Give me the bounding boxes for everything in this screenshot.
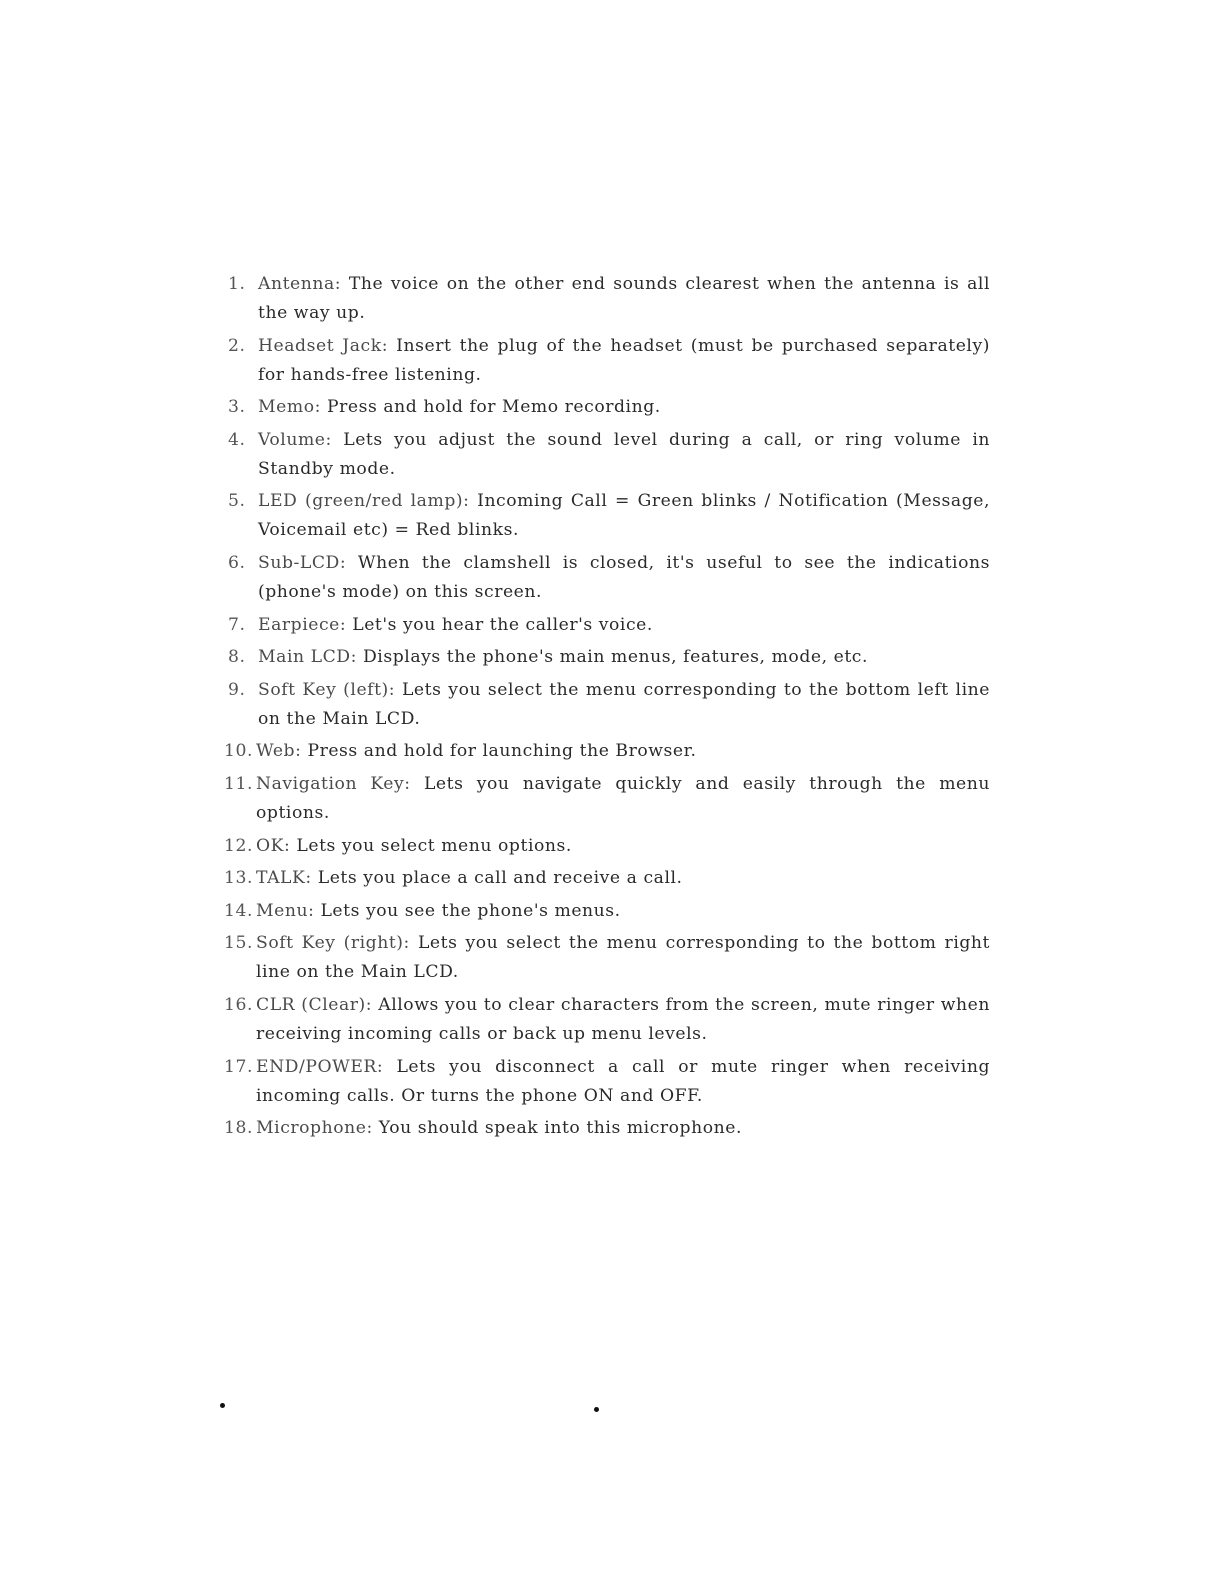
item-number: 4.	[228, 429, 246, 450]
list-item	[222, 897, 990, 926]
item-term: Antenna:	[258, 274, 342, 294]
item-number: 13.	[224, 868, 253, 889]
item-term: Sub-LCD:	[258, 552, 347, 573]
item-number: 1.	[228, 274, 246, 294]
item-text: Let's you hear the caller's voice.	[346, 614, 653, 635]
list-item	[222, 929, 990, 987]
item-number: 10.	[224, 741, 253, 762]
item-number: 14.	[224, 900, 253, 921]
item-number: 15.	[224, 933, 253, 954]
list-item	[222, 676, 990, 734]
item-term: Menu:	[256, 900, 315, 921]
item-term: Microphone:	[256, 1118, 373, 1139]
scan-dot-mark	[220, 1403, 225, 1408]
item-text: Lets you disconnect a call or mute ringer when receiving incoming calls. Or turns the phone ON and OFF.	[256, 1056, 990, 1106]
list-item	[222, 270, 990, 328]
item-text: Lets you adjust the sound level during a call, or ring volume in Standby mode.	[258, 429, 990, 479]
item-text: The voice on the other end sounds clearest when the antenna is all the way up.	[258, 274, 990, 323]
item-text: Press and hold for Memo recording.	[320, 397, 661, 418]
list-item	[222, 1114, 990, 1143]
list-item	[222, 643, 990, 672]
item-text: Allows you to clear characters from the screen, mute ringer when receiving incoming calls or back up menu levels.	[256, 994, 990, 1044]
item-text: Lets you place a call and receive a call.	[311, 868, 683, 889]
item-term: Navigation Key:	[256, 773, 411, 794]
list-item	[222, 864, 990, 893]
list-item	[222, 991, 990, 1049]
item-term: TALK:	[256, 868, 312, 889]
item-text: Lets you see the phone's menus.	[314, 900, 621, 921]
item-term: LED (green/red lamp):	[258, 491, 470, 512]
item-text: Displays the phone's main menus, features, mode, etc.	[356, 647, 868, 668]
list-item	[222, 611, 990, 640]
item-term: Earpiece:	[258, 614, 347, 635]
list-item	[222, 832, 990, 861]
phone-parts-list	[222, 270, 990, 1147]
scan-dot-mark	[594, 1407, 599, 1412]
list-item	[222, 426, 990, 484]
item-term: Headset Jack:	[258, 335, 389, 356]
item-text: Incoming Call = Green blinks / Notification (Message, Voicemail etc) = Red blinks.	[258, 491, 990, 541]
list-item	[222, 393, 990, 422]
item-number: 11.	[224, 773, 253, 794]
item-number: 17.	[224, 1056, 253, 1077]
list-item	[222, 332, 990, 390]
item-term: Soft Key (left):	[258, 679, 396, 700]
item-term: Main LCD:	[258, 647, 357, 668]
item-text: Insert the plug of the headset (must be purchased separately) for hands-free listening.	[258, 335, 990, 385]
item-term: CLR (Clear):	[256, 994, 373, 1015]
item-text: Lets you select the menu corresponding to the bottom left line on the Main LCD.	[258, 679, 990, 729]
list-item	[222, 737, 990, 766]
list-item	[222, 549, 990, 607]
item-number: 7.	[228, 614, 246, 635]
item-number: 8.	[228, 647, 246, 668]
item-text: Lets you select the menu corresponding to the bottom right line on the Main LCD.	[256, 933, 990, 983]
item-number: 2.	[228, 335, 246, 356]
item-term: Volume:	[258, 429, 332, 450]
item-term: Memo:	[258, 397, 321, 418]
item-text: Press and hold for launching the Browser.	[301, 741, 697, 762]
item-number: 18.	[224, 1118, 253, 1139]
item-number: 6.	[228, 552, 246, 573]
item-number: 9.	[228, 679, 246, 700]
list-item	[222, 487, 990, 545]
item-number: 16.	[224, 994, 253, 1015]
item-number: 3.	[228, 397, 246, 418]
list-item	[222, 770, 990, 828]
item-text: You should speak into this microphone.	[372, 1118, 742, 1139]
item-term: END/POWER:	[256, 1056, 384, 1077]
item-term: Soft Key (right):	[256, 933, 410, 954]
item-term: Web:	[256, 741, 302, 762]
item-text: When the clamshell is closed, it's useful to see the indications (phone's mode) on this screen.	[258, 552, 990, 602]
item-text: Lets you navigate quickly and easily through the menu options.	[256, 773, 991, 823]
item-number: 5.	[228, 491, 246, 512]
item-text: Lets you select menu options.	[290, 835, 572, 856]
item-number: 12.	[224, 835, 253, 856]
list-item	[222, 1053, 990, 1111]
item-term: OK:	[256, 835, 291, 856]
